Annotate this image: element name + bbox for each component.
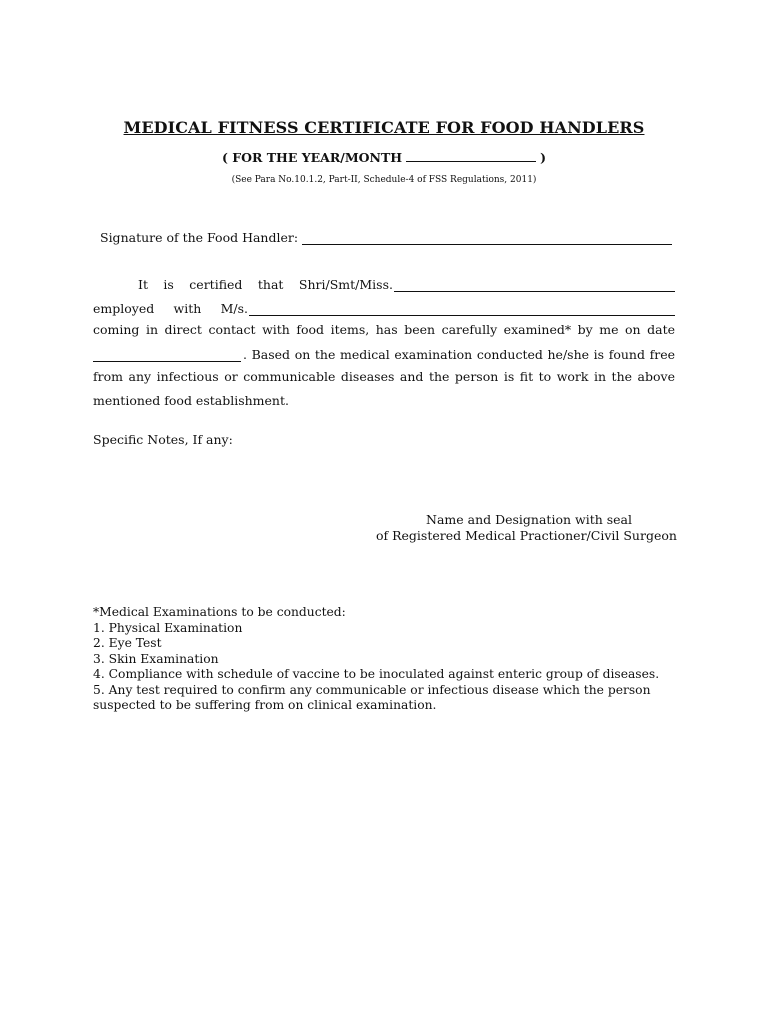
certified-words: It is certified that Shri/Smt/Miss.	[138, 277, 393, 292]
name-blank[interactable]	[394, 279, 675, 292]
exam-item: 4. Compliance with schedule of vaccine to be inoculated against enteric group of diseases.	[93, 667, 660, 681]
exams-heading: *Medical Examinations to be conducted:	[93, 605, 346, 619]
establishment-line: mentioned food establishment.	[93, 393, 289, 408]
date-row	[93, 346, 675, 362]
exam-item: 3. Skin Examination	[93, 651, 219, 666]
date-row-text: . Based on the medical examination conducted he/she is found free	[243, 347, 675, 362]
examinations-list	[93, 605, 693, 714]
subtitle-prefix: ( FOR THE YEAR/MONTH	[221, 150, 403, 165]
document-title: MEDICAL FITNESS CERTIFICATE FOR FOOD HANDLERS	[123, 118, 645, 137]
exam-item: 2. Eye Test	[93, 636, 162, 650]
seal-line-1: Name and Designation with seal	[426, 512, 633, 527]
exam-item: suspected to be suffering from on clinical examination.	[93, 698, 437, 712]
contact-line: coming in direct contact with food items, has been carefully examined* by me on date	[93, 322, 675, 337]
certified-row	[93, 276, 675, 292]
subtitle-suffix: )	[540, 150, 547, 165]
seal-line-2: of Registered Medical Practioner/Civil Surgeon	[376, 528, 677, 543]
signature-blank[interactable]	[302, 232, 672, 245]
document-subtitle	[0, 149, 768, 165]
employed-words: employed with M/s.	[93, 301, 248, 316]
signature-row	[100, 230, 680, 245]
regulation-reference: (See Para No.10.1.2, Part-II, Schedule-4 of FSS Regulations, 2011)	[231, 175, 537, 185]
signature-label: Signature of the Food Handler:	[100, 230, 299, 245]
employed-row	[93, 300, 675, 316]
employer-blank[interactable]	[249, 303, 675, 316]
fitness-line: from any infectious or communicable diseases and the person is fit to work in the above	[93, 369, 675, 384]
exam-item: 5. Any test required to confirm any communicable or infectious disease which the person	[93, 682, 651, 697]
date-blank[interactable]	[93, 349, 241, 362]
exam-item: 1. Physical Examination	[93, 620, 243, 635]
specific-notes-label: Specific Notes, If any:	[93, 432, 233, 447]
year-month-blank[interactable]	[406, 149, 536, 162]
